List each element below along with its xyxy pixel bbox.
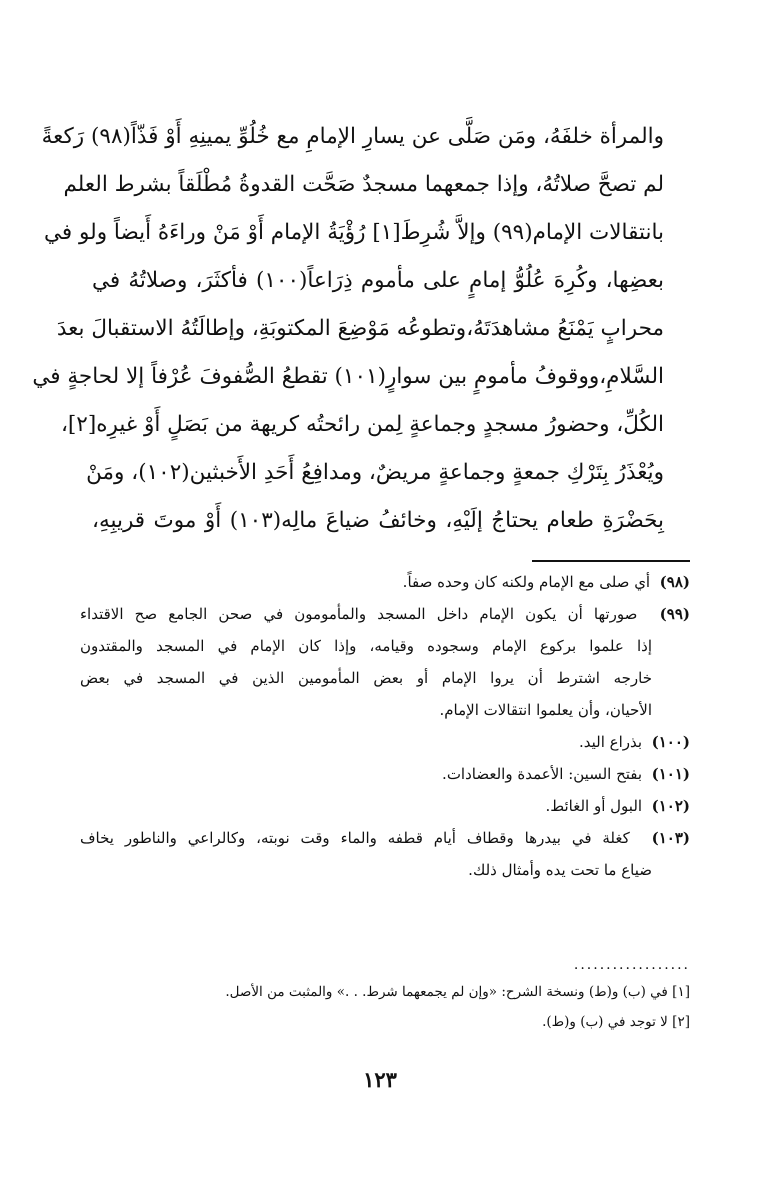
footnote-text: البول أو الغائط. (545, 797, 643, 815)
footnote-line (80, 599, 690, 631)
footnote-line: الأحيان، وأن يعلموا انتقالات الإمام. (439, 701, 652, 719)
footnote-text: بذراع اليد. (578, 733, 643, 751)
footnote-line (80, 823, 690, 855)
variant-note: [٢] لا توجد في (ب) و(ط). (542, 1014, 690, 1030)
footnote-line: ضياع ما تحت يده وأمثال ذلك. (468, 861, 652, 879)
main-text (32, 122, 665, 554)
footnote-text: صورتها أن يكون الإمام داخل المسجد والمأمومون في صحن الجامع صح الاقتداء (80, 605, 638, 623)
footnote-separator-rule (532, 560, 690, 562)
footnote-line: إذا علموا بركوع الإمام وسجوده وقيامه، وإذا كان الإمام في المسجد والمقتدون (80, 637, 652, 655)
footnote-98 (80, 567, 690, 599)
footnote-number: (١٠٠) (651, 733, 690, 751)
main-text-line: ويُعْذَرُ بِتَرْكِ جمعةٍ وجماعةٍ مريضٌ، ومدافِعُ أَحَدِ الأَخبثين(١٠٢)، ومَنْ (86, 460, 664, 485)
footnote-number: (٩٨) (659, 573, 690, 591)
footnote-number: (١٠٢) (651, 797, 690, 815)
main-text-line: بانتقالات الإمام(٩٩) وإلاَّ شُرِطَ[١] رُؤْيَةُ الإمام أَوْ مَنْ وراءَهُ أَيضاً ولو في (44, 220, 664, 245)
footnote-101 (80, 759, 690, 791)
footnote-line (80, 791, 690, 823)
page-number: ١٢٣ (363, 1067, 397, 1092)
footnotes (80, 567, 690, 887)
footnote-number: (٩٩) (659, 605, 690, 623)
footnote-text: بفتح السين: الأعمدة والعضادات. (442, 765, 643, 783)
footnote-100 (80, 727, 690, 759)
footnote-number: (١٠٣) (651, 829, 690, 847)
footnote-text: أي صلى مع الإمام ولكنه كان وحده صفاً. (402, 573, 651, 591)
footnote-line (80, 727, 690, 759)
main-text-line: محرابٍ يَمْنَعُ مشاهدَتَهُ،وتطوعُه مَوْضِعَ المكتوبَةِ، وإطالَتُهُ الاستقبالَ بعدَ (56, 316, 664, 341)
footnote-99 (80, 599, 690, 727)
footnote-line (80, 567, 690, 599)
main-text-line: السَّلامِ،ووقوفُ مأمومٍ بين سوارٍ(١٠١) تقطعُ الصُّفوفَ عُرْفاً إلا لحاجةٍ في (32, 364, 664, 389)
footnote-text: كغلة في بيدرها وقطاف أيام قطفه والماء وقت نوبته، وكالراعي والناطور يخاف (80, 829, 630, 847)
footnote-number: (١٠١) (651, 765, 690, 783)
main-text-line: والمرأة خلفَهُ، ومَن صَلَّى عن يسارِ الإمامِ مع خُلُوِّ يمينِهِ أَوْ فَذّاً(٩٨) رَكعةً (41, 124, 664, 149)
variant-notes (80, 977, 690, 1037)
main-text-line: الكُلِّ، وحضورُ مسجدٍ وجماعةٍ لِمن رائحتُه كريهة من بَصَلٍ أَوْ غيرِه[٢]، (60, 412, 664, 437)
main-text-line: بعضِها، وكُرِهَ عُلُوُّ إمامٍ على مأموم ذِرَاعاً(١٠٠) فأكثَرَ، وصلاتُهُ في (92, 268, 665, 293)
variant-notes-separator: .................. (573, 957, 690, 973)
footnote-line: خارجه اشترط أن يروا الإمام أو بعض المأمومين الذين في المسجد في بعض (80, 669, 652, 687)
footnote-line (80, 759, 690, 791)
footnote-103 (80, 823, 690, 887)
footnote-102 (80, 791, 690, 823)
main-text-line: بِحَضْرَةِ طعام يحتاجُ إلَيْهِ، وخائفُ ضياعَ مالِه(١٠٣) أَوْ موتَ قريبِهِ، (92, 508, 664, 533)
main-text-line: لم تصحَّ صلاتُهُ، وإذا جمعهما مسجدٌ صَحَّت القدوةُ مُطْلَقاً بشرط العلم (63, 172, 664, 197)
variant-note: [١] في (ب) و(ط) ونسخة الشرح: «وإن لم يجمعهما شرط. . .» والمثبت من الأصل. (225, 984, 690, 1000)
